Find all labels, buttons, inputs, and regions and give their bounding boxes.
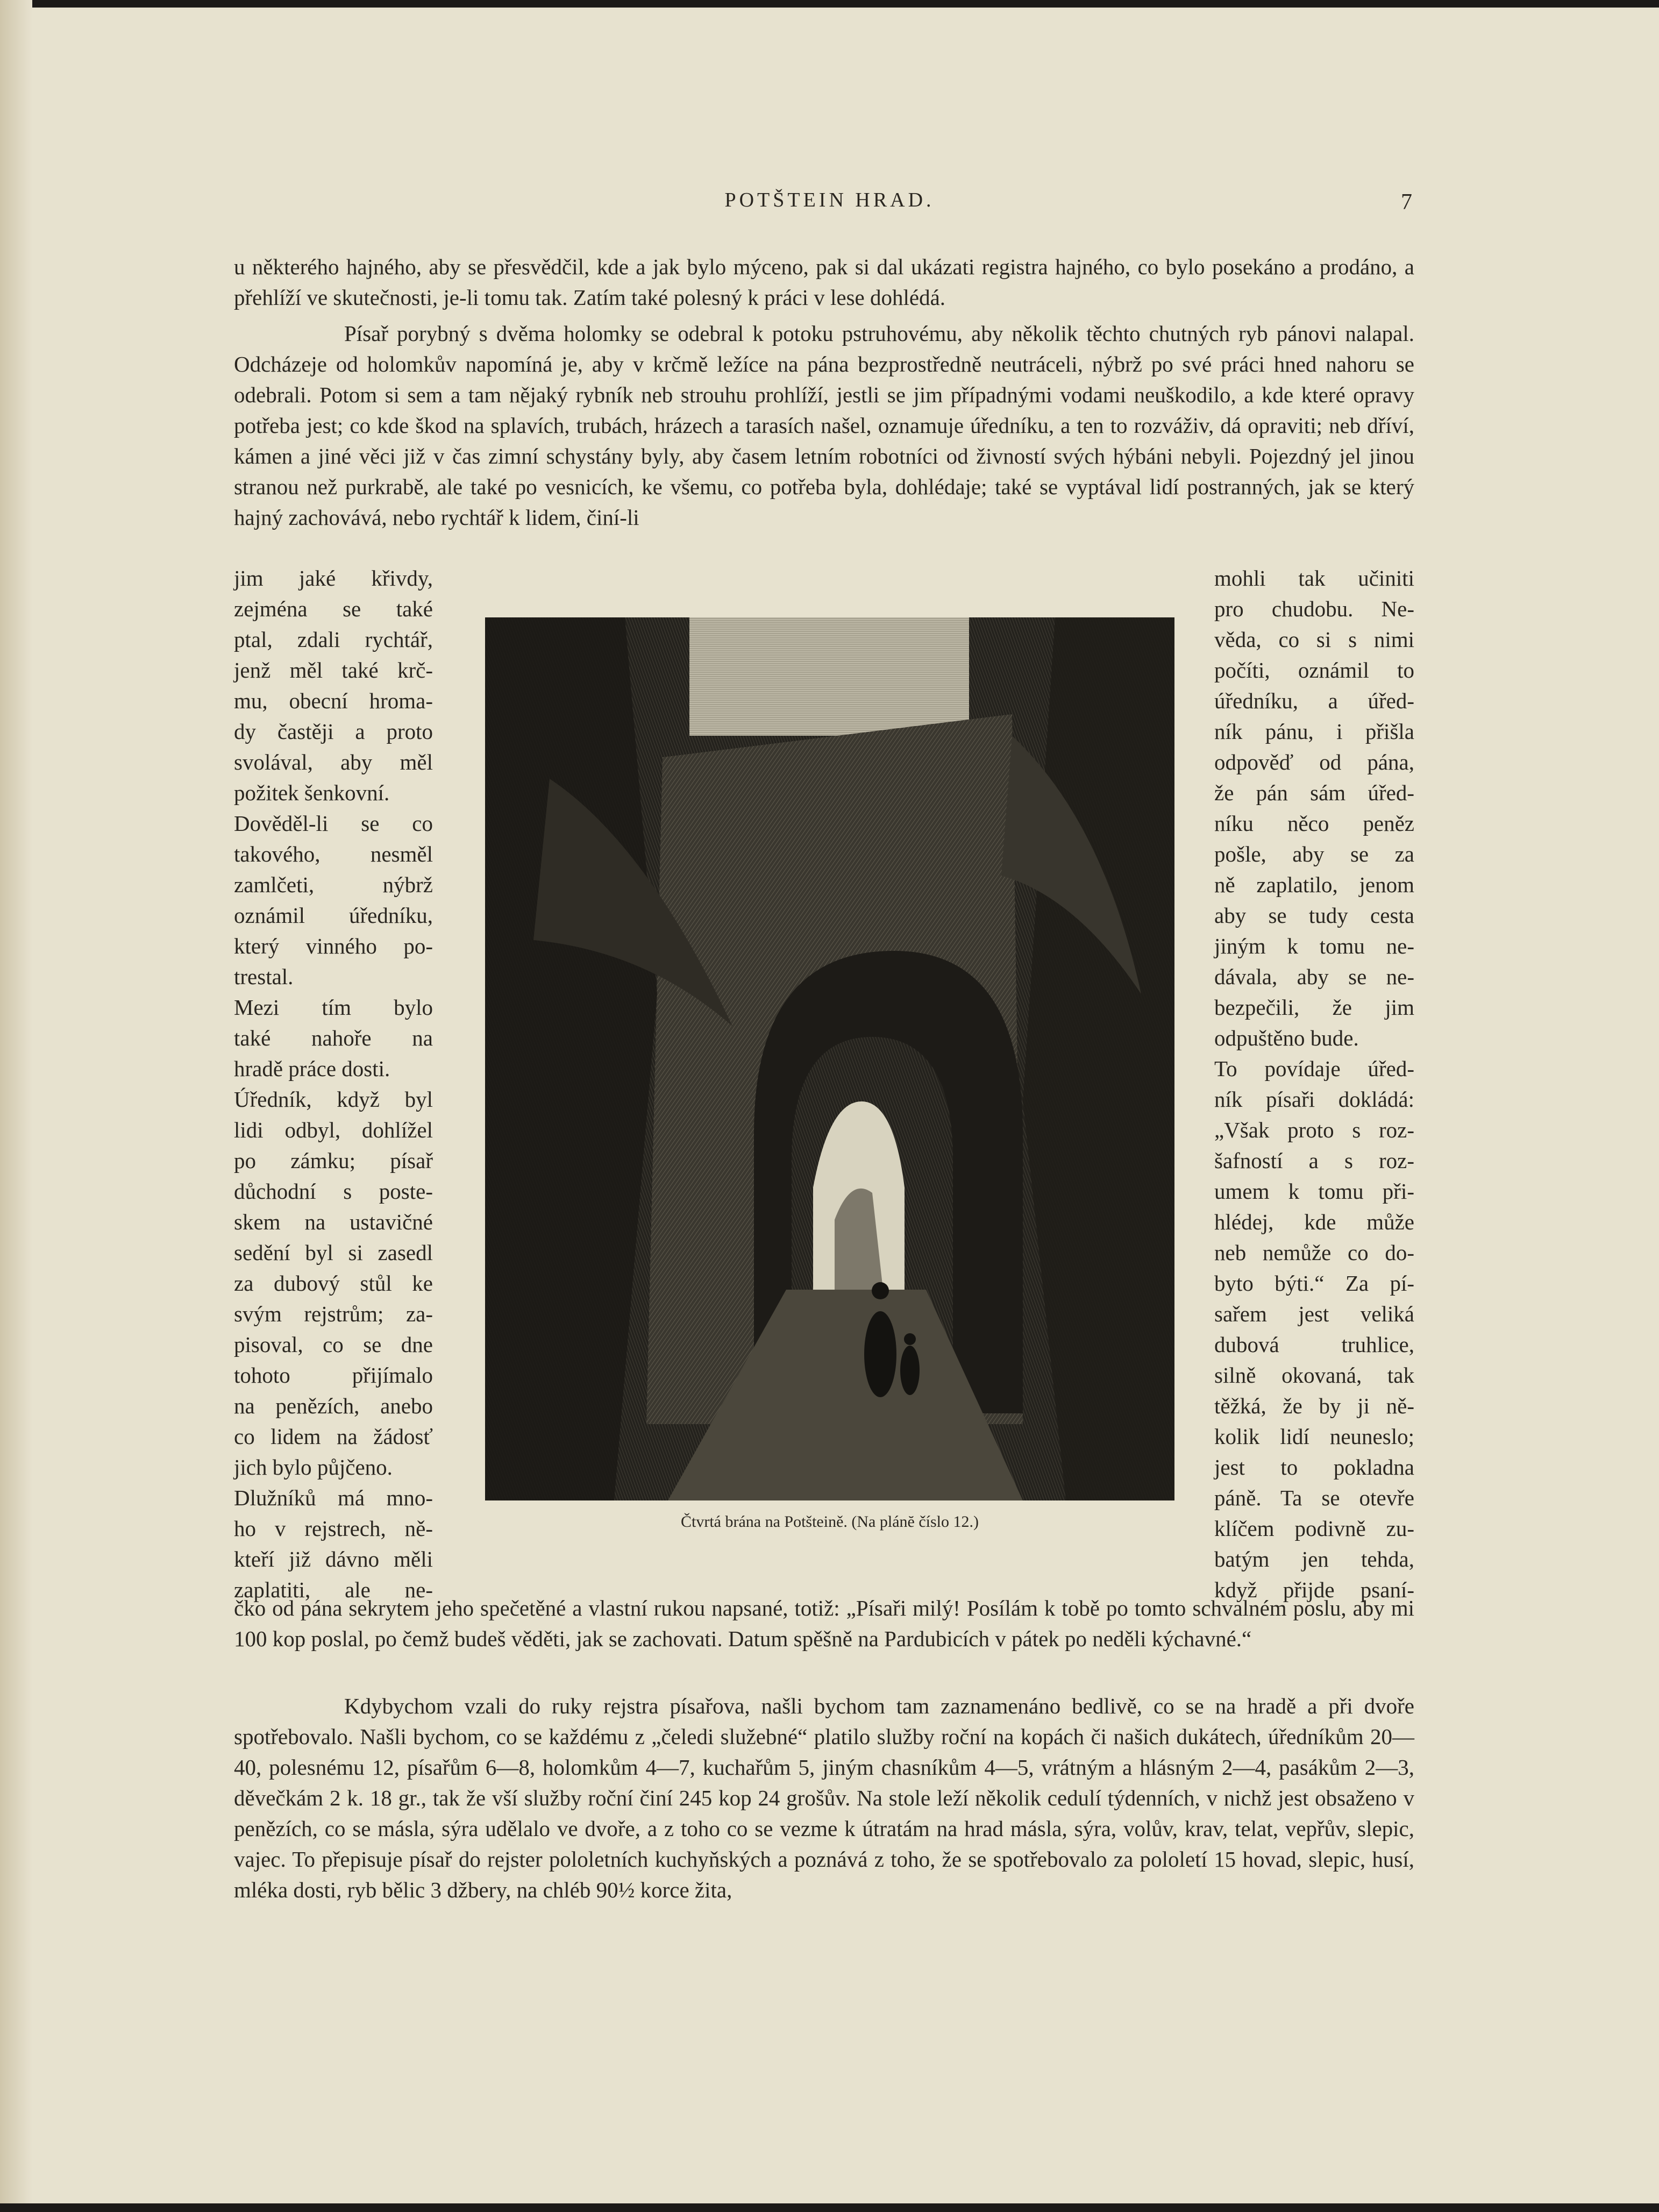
column-line: důchodní s poste-: [234, 1179, 433, 1204]
column-line: šafností a s roz-: [1214, 1148, 1414, 1173]
column-line: svolával, aby měl: [234, 750, 433, 774]
left-column-text: [234, 563, 433, 1605]
column-line: dávala, aby se ne-: [1214, 964, 1414, 989]
column-line: klíčem podivně zu-: [1214, 1516, 1414, 1541]
column-line: byto býti.“ Za pí-: [1214, 1271, 1414, 1296]
column-line: úředníku, a úřed-: [1214, 688, 1414, 713]
column-line: mu, obecní hroma-: [234, 688, 433, 713]
column-line: Dověděl-li se co: [234, 811, 433, 836]
column-line: jest to pokladna: [1214, 1455, 1414, 1480]
column-line: jiným k tomu ne-: [1214, 934, 1414, 958]
column-line: který vinného po-: [234, 934, 433, 958]
column-line: silně okovaná, tak: [1214, 1363, 1414, 1388]
column-line: ně zaplatilo, jenom: [1214, 872, 1414, 897]
column-line: aby se tudy cesta: [1214, 903, 1414, 928]
column-line: co lidem na žádosť: [234, 1424, 433, 1449]
column-line: odpověď od pána,: [1214, 750, 1414, 774]
column-line: odpuštěno bude.: [1214, 1026, 1359, 1050]
column-line: bezpečili, že jim: [1214, 995, 1414, 1020]
column-line: jich bylo půjčeno.: [234, 1455, 393, 1480]
column-line: lidi odbyl, dohlížel: [234, 1118, 433, 1142]
column-line: dy častěji a proto: [234, 719, 433, 744]
column-line: jenž měl také krč-: [234, 658, 433, 682]
column-line: požitek šenkovní.: [234, 780, 390, 805]
column-line: za dubový stůl ke: [234, 1271, 433, 1296]
column-line: páně. Ta se otevře: [1214, 1485, 1414, 1510]
column-line: ptal, zdali rychtář,: [234, 627, 433, 652]
column-line: pro chudobu. Ne-: [1214, 596, 1414, 621]
column-line: oznámil úředníku,: [234, 903, 433, 928]
column-line: skem na ustavičné: [234, 1210, 433, 1234]
column-line: ník písaři dokládá:: [1214, 1087, 1414, 1112]
column-line: svým rejstrům; za-: [234, 1301, 433, 1326]
scan-top-edge: [0, 0, 1659, 8]
column-line: hlédej, kde může: [1214, 1210, 1414, 1234]
column-line: kteří již dávno měli: [234, 1547, 433, 1571]
gate-engraving-illustration: [485, 617, 1174, 1500]
column-line: „Však proto s roz-: [1214, 1118, 1414, 1142]
column-line: neb nemůže co do-: [1214, 1240, 1414, 1265]
column-line: takového, nesměl: [234, 842, 433, 866]
scan-bottom-edge: [0, 2203, 1659, 2212]
column-line: počíti, oznámil to: [1214, 658, 1414, 682]
running-head: POTŠTEIN HRAD.: [724, 189, 935, 211]
column-line: batým jen tehda,: [1214, 1547, 1414, 1571]
paragraph-5: Kdybychom vzali do ruky rejstra písařova, našli bychom tam zaznamenáno bedlivě, co se na hradě a při dvoře spotřebovalo. Našli bychom, co se každému z „čeledi služebné“ platilo služby roční na kopách či našich dukátech, úředníkům 20—40, polesnému 12, písařům 6—8, holomkům 4—7, kuchařům 5, jiným chasníkům 4—5, vrátným a hlásným 2—4, pasákům 2—3, děvečkám 2 k. 18 gr., tak že vší služby roční činí 245 kop 24 grošův. Na stole leží několik cedulí týdenních, v nichž jest obsaženo v penězích, co se másla, sýra udělalo ve dvoře, a z toho co se vezme k útratám na hrad másla, sýra, volův, krav, telat, vepřův, slepic, vajec. To přepisuje písař do rejster pololetních kuchyňských a poznává z toho, že se spotřebovalo za pololetí 15 hovad, slepic, husí, mléka dosti, ryb bělic 3 džbery, na chléb 90½ korce žita,: [234, 1694, 1414, 1902]
column-line: pošle, aby se za: [1214, 842, 1414, 866]
column-line: Úředník, když byl: [234, 1087, 433, 1112]
column-line: níku něco peněz: [1214, 811, 1414, 836]
intro-paragraph: u některého hajného, aby se přesvědčil, kde a jak bylo mýceno, pak si dal ukázati registra hajného, co bylo posekáno a prodáno, a přehlíží ve skutečnosti, je-li tomu tak. Zatím také polesný k práci v lese dohlédá.: [234, 254, 1414, 310]
column-line: pisoval, co se dne: [234, 1332, 433, 1357]
column-line: těžká, že by ji ně-: [1214, 1393, 1414, 1418]
column-line: když přijde psaní-: [1214, 1577, 1414, 1602]
column-line: trestal.: [234, 964, 294, 989]
column-line: mohli tak učiniti: [1214, 566, 1414, 591]
column-line: že pán sám úřed-: [1214, 780, 1414, 805]
column-line: na penězích, anebo: [234, 1393, 433, 1418]
column-line: zamlčeti, nýbrž: [234, 872, 433, 897]
column-line: zejména se také: [234, 596, 433, 621]
column-line: hradě práce dosti.: [234, 1056, 390, 1081]
book-gutter: [0, 0, 32, 2212]
column-line: dubová truhlice,: [1214, 1332, 1414, 1357]
column-line: Mezi tím bylo: [234, 995, 433, 1020]
paragraph-continued: čko od pána sekrytem jeho spečetěné a vlastní rukou napsané, totiž: „Písaři milý! Posílám k tobě po tomto schvalném poslu, aby mi 100 kop poslal, po čemž budeš věděti, jak se zachovati. Datum spěšně na Pardubicích v pátek po neděli kýchavné.“: [234, 1596, 1414, 1651]
column-line: ník pánu, i přišla: [1214, 719, 1414, 744]
column-line: věda, co si s nimi: [1214, 627, 1414, 652]
column-line: umem k tomu při-: [1214, 1179, 1414, 1204]
column-line: zaplatiti, ale ne-: [234, 1577, 433, 1602]
column-line: tohoto přijímalo: [234, 1363, 433, 1388]
column-line: jim jaké křivdy,: [234, 566, 433, 591]
column-line: To povídaje úřed-: [1214, 1056, 1414, 1081]
illustration-caption: Čtvrtá brána na Potšteině. (Na plánĕ číslo 12.): [680, 1513, 979, 1531]
column-line: sařem jest veliká: [1214, 1301, 1414, 1326]
page-number: 7: [1401, 190, 1412, 215]
column-line: také nahoře na: [234, 1026, 433, 1050]
column-line: Dlužníků má mno-: [234, 1485, 433, 1510]
column-line: po zámku; písař: [234, 1148, 433, 1173]
right-column-text: [1214, 563, 1414, 1605]
column-line: sedění byl si zasedl: [234, 1240, 433, 1265]
paragraph-2: Písař porybný s dvěma holomky se odebral k potoku pstruhovému, aby několik těchto chutných ryb pánovi nalapal. Odcházeje od holomkův napomíná je, aby v krčmě ležíce na pána bezprostředně neutráceli, nýbrž po své práci hned nahoru se odebrali. Potom si sem a tam nějaký rybník neb strouhu prohlíží, jestli se jim případnými vodami neuškodilo, a kde které opravy potřeba jest; co kde škod na splavích, trubách, hrázech a tarasích našel, oznamuje úředníku, a ten to rozváživ, dá opraviti; neb dříví, kámen a jiné věci již v čas zimní schystány byly, aby časem letním robotníci od živností svých hýbáni nebyli. Pojezdný jel jinou stranou než purkrabě, ale také po vesnicích, ke všemu, co potřeba byla, dohlédaje; také se vyptával lidí postranných, jak se který hajný zachovává, nebo rychtář k lidem, činí-li: [234, 321, 1414, 530]
column-line: ho v rejstrech, ně-: [234, 1516, 433, 1541]
column-line: kolik lidí neuneslo;: [1214, 1424, 1414, 1449]
